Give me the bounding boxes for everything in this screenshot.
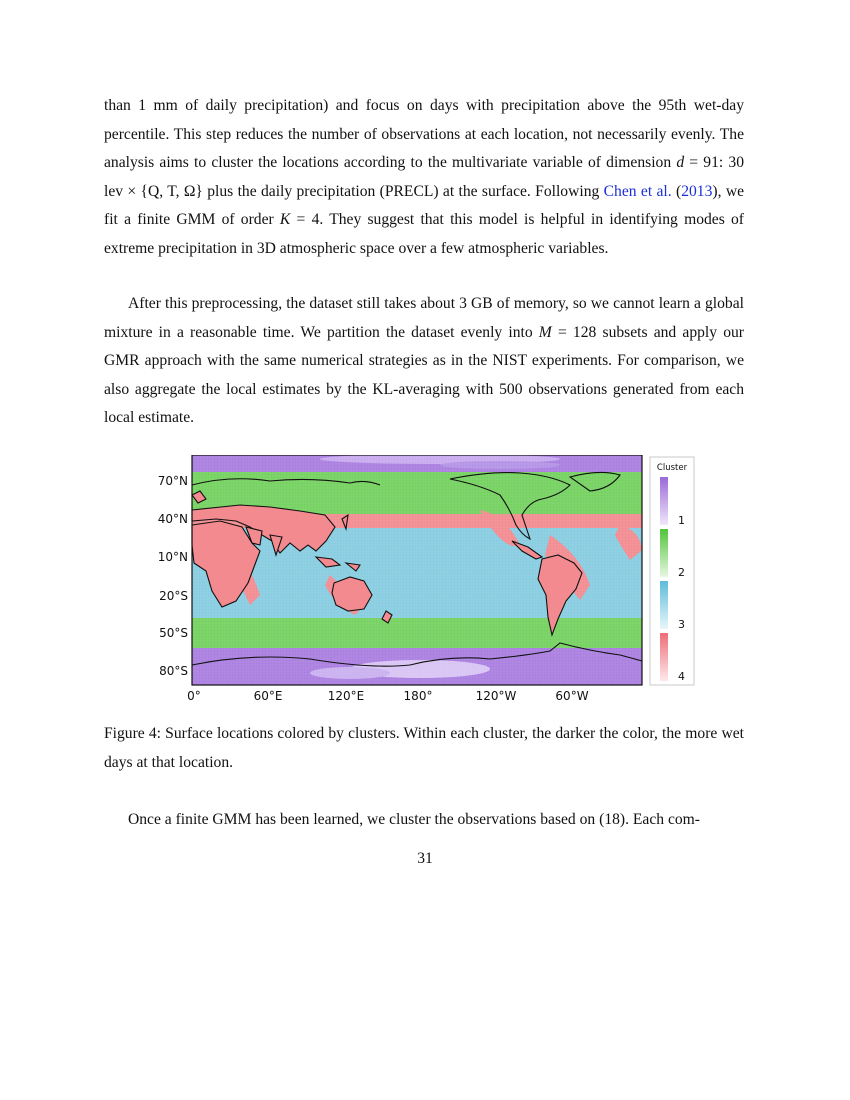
lon-label: 180° bbox=[403, 689, 433, 703]
colorbar-swatch-3 bbox=[660, 581, 668, 629]
colorbar bbox=[650, 457, 694, 685]
colorbar-label: 1 bbox=[678, 514, 685, 527]
paragraph-1: than 1 mm of daily precipitation) and focus on days with precipitation above the 95th wet-day percentile. This step reduces the number of observations at each location, not necessarily evenly. The analysis aims to cluster the locations according to the multivariate variable of dimension d = 91: 30 lev × {Q, T, Ω} plus the daily precipitation (PRECL) at the surface. Following Chen et al. (2013), we fit a finite GMM of order K = 4. They suggest that this model is helpful in identifying modes of extreme precipitation in 3D atmospheric space over a few atmospheric variables. bbox=[104, 97, 745, 257]
lon-label: 120°W bbox=[475, 689, 517, 703]
lat-axis bbox=[158, 474, 188, 678]
lat-label: 50°S bbox=[159, 626, 188, 640]
lat-label: 70°N bbox=[157, 474, 188, 488]
cluster-map-figure bbox=[150, 455, 710, 705]
lon-label: 60°W bbox=[555, 689, 589, 703]
world-map bbox=[150, 455, 710, 705]
colorbar-label: 2 bbox=[678, 566, 685, 579]
lat-label: 20°S bbox=[159, 589, 188, 603]
colorbar-swatch-2 bbox=[660, 529, 668, 577]
lon-label: 0° bbox=[187, 689, 201, 703]
paragraph-3: Once a finite GMM has been learned, we cluster the observations based on (18). Each com- bbox=[128, 811, 701, 828]
colorbar-label: 3 bbox=[678, 618, 685, 631]
citation-year-link[interactable]: 2013 bbox=[681, 182, 713, 200]
citation-link[interactable]: Chen et al. bbox=[603, 182, 672, 200]
colorbar-label: 4 bbox=[678, 670, 685, 683]
lat-label: 80°S bbox=[159, 664, 188, 678]
lon-label: 120°E bbox=[327, 689, 365, 703]
figure-caption: Figure 4: Surface locations colored by clusters. Within each cluster, the darker the color, the more wet days at that location. bbox=[104, 725, 744, 771]
colorbar-title: Cluster bbox=[656, 463, 688, 473]
lon-axis bbox=[187, 689, 589, 703]
paragraph-2: After this preprocessing, the dataset still takes about 3 GB of memory, so we cannot learn a global mixture in a reasonable time. We partition the dataset evenly into M = 128 subsets and apply our GMR approach with the same numerical strategies as in the NIST experiments. For comparison, we also aggregate the local estimates by the KL-averaging with 500 observations generated from each local estimate. bbox=[104, 295, 745, 426]
colorbar-swatch-4 bbox=[660, 633, 668, 681]
colorbar-box bbox=[650, 457, 694, 685]
page-number: 31 bbox=[417, 850, 433, 867]
lon-label: 60°E bbox=[253, 689, 283, 703]
lat-label: 40°N bbox=[157, 512, 188, 526]
colorbar-swatch-1 bbox=[660, 477, 668, 525]
lat-label: 10°N bbox=[157, 550, 188, 564]
